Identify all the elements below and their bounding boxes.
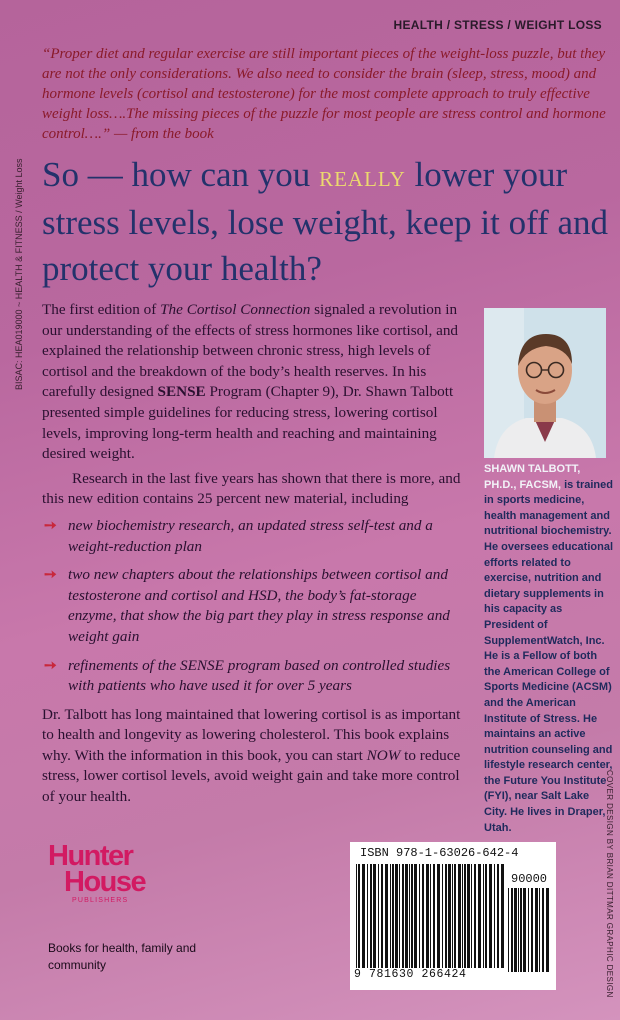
barcode-bar [485,864,487,968]
logo-line-1: Hunter [48,840,133,872]
author-photo [484,308,606,458]
barcode-bar [539,888,540,972]
barcode-bar [501,864,504,968]
barcode-bar [514,888,517,972]
barcode-bar [367,864,368,968]
isbn-barcode [350,842,556,990]
barcode-bar [462,864,463,968]
barcode-bar [381,864,383,968]
description-body [42,300,462,808]
paragraph-2: Research in the last five years has shown that there is more, and this new edition contains 25 percent new material, including [42,469,461,508]
list-item-text: refinements of the SENSE program based on controlled studies with patients who have used it for over 5 years [68,656,451,695]
barcode-bar [362,864,365,968]
barcode-bars-addon [508,888,552,972]
isbn-number: ISBN 978-1-63026-642-4 [360,846,519,860]
barcode-bar [471,864,472,968]
list-item-text: two new chapters about the relationships between cortisol and testosterone and cortisol and HSD, the body’s fat-storage enzyme, that show the big part they play in stress response and weight gain [68,566,450,645]
barcode-bar [373,864,376,968]
book-quote: “Proper diet and regular exercise are still important pieces of the weight-loss puzzle, but they are not the only considerations. We also need to consider the brain (sleep, stress, mood) and hormone levels (cortisol and testosterone) for the most complete approach to truly effective weight loss….The missing pieces of the puzzle for most people are stress control and hormone control….” — from the book [42,46,606,142]
barcode-bar [494,864,495,968]
barcode-bar [546,888,549,972]
barcode-bar [426,864,429,968]
author-portrait-image [484,308,606,458]
barcode-bar [467,864,470,968]
barcode-bar [392,864,394,968]
barcode-bar [402,864,404,968]
arrow-bullet-icon: ➙ [44,566,57,584]
barcode-bar [520,888,522,972]
category-label: HEALTH / STRESS / WEIGHT LOSS [393,18,602,32]
logo-subtitle: PUBLISHERS [72,897,129,904]
list-item-text: new biochemistry research, an updated stress self-test and a weight-reduction plan [68,516,433,555]
p1-text-b: signaled a revolution in our understanding of the effects of stress hormones like cortisol, and explained the relationship between chronic stress, high levels of cortisol and the breakdown of the body’s health reserves. In his carefully designed [42,301,459,401]
barcode-bar [497,864,499,968]
barcode-bars-main [356,864,506,968]
bisac-code: BISAC: HEA019000 ~ HEALTH & FITNESS / Weight Loss [14,158,24,390]
barcode-bar [483,864,484,968]
list-item [42,656,462,697]
barcode-bar [390,864,391,968]
barcode-bar [448,864,451,968]
barcode-bar [523,888,526,972]
barcode-bar [414,864,417,968]
barcode-bar [433,864,435,968]
price-code: 90000 [511,872,548,886]
barcode-bar [370,864,372,968]
paragraph-1 [42,300,462,465]
barcode-bar [422,864,424,968]
barcode-bar [452,864,453,968]
headline [42,152,612,292]
barcode-bar [385,864,388,968]
logo-line-2: House [64,866,146,898]
barcode-bar [445,864,447,968]
barcode-bar [528,888,529,972]
author-bio [484,462,614,836]
author-bio-text: is trained in sports medicine, health management and nutritional biochemistry. He oversees educational efforts related to exercise, nutrition and dietary supplements in his capacity as President of SupplementWatch, Inc. He is a Fellow of both the American College of Sports Medicine (ACSM) and the American Institute of Stress. He maintains an active nutrition counseling and lifestyle research center, the Future You Institute (FYI), near Salt Lake City. He lives in Draper, Utah. [484,478,614,834]
p1-text-a: The first edition of [42,301,161,318]
barcode-bar [511,888,513,972]
author-name: SHAWN TALBOTT, PH.D., FACSM, [484,463,581,491]
p1-text-c: Program (Chapter 9), Dr. Shawn Talbott presented simple guidelines for reducing stress, lowering cortisol levels, improving long-term health and reaching and maintaining desired weight. [42,383,454,463]
barcode-bar [535,888,538,972]
p3-text-b: to reduce stress, lower cortisol levels, avoid weight gain and take more control of your health. [42,746,461,806]
paragraph-3 [42,705,462,808]
barcode-bar [411,864,413,968]
cover-design-credit: COVER DESIGN BY BRIAN DITTMAR GRAPHIC DESIGN [605,770,614,998]
barcode-bar [508,888,509,972]
headline-emphasis: really [319,160,406,193]
headline-post: lower your stress levels, lose weight, keep it off and protect your health? [42,155,609,288]
new-material-list [42,516,462,697]
headline-pre: So — how can you [42,155,320,194]
ean-digits: 9 781630 266424 [354,968,467,981]
publisher-tagline: Books for health, family and community [48,941,197,972]
list-item [42,565,462,647]
barcode-bar [409,864,410,968]
barcode-bar [378,864,379,968]
barcode-bar [454,864,456,968]
barcode-bar [442,864,443,968]
arrow-bullet-icon: ➙ [44,656,57,674]
barcode-bar [399,864,400,968]
barcode-bar [478,864,481,968]
barcode-bar [430,864,431,968]
barcode-bar [464,864,466,968]
barcode-bar [489,864,492,968]
p3-text-a: Dr. Talbott has long maintained that lowering cortisol is as important to health and longevity as lowering cholesterol. This book explains why. With the information in this book, you can start [42,705,461,764]
book-title: The Cortisol Connection [160,301,311,318]
barcode-bar [542,888,544,972]
barcode-bar [356,864,357,968]
barcode-bar [437,864,440,968]
now-emphasis: NOW [366,746,401,764]
sense-label: SENSE [157,383,206,401]
barcode-bar [395,864,398,968]
barcode-bar [474,864,476,968]
list-item [42,516,462,557]
barcode-bar [458,864,461,968]
barcode-bar [518,888,519,972]
publisher-logo [48,840,178,904]
barcode-bar [358,864,360,968]
barcode-bar [531,888,533,972]
barcode-bar [419,864,420,968]
barcode-bar [405,864,408,968]
arrow-bullet-icon: ➙ [44,516,57,534]
